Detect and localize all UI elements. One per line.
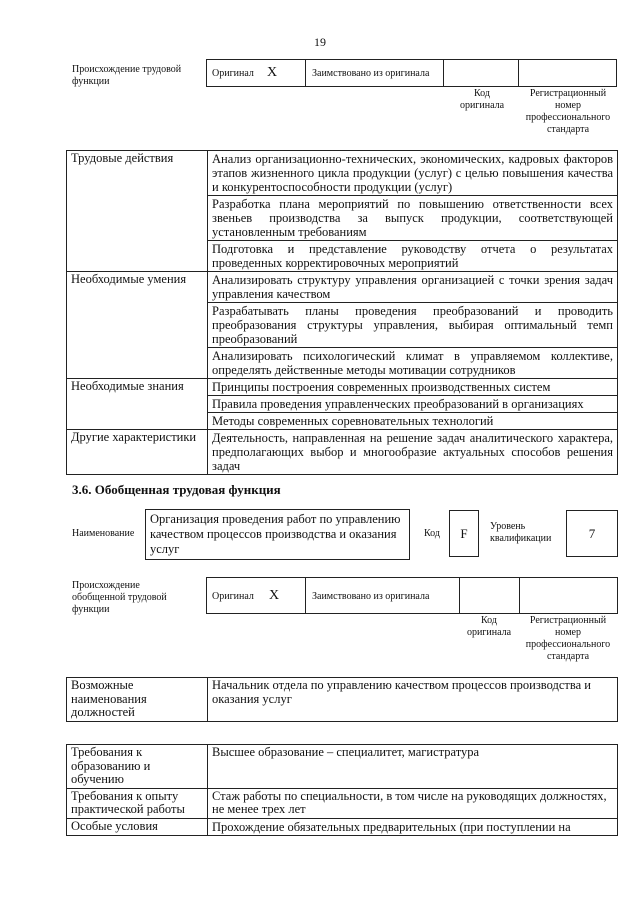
requirement-label: Требования к опыту практической работы [67,788,208,818]
row-category: Другие характеристики [67,430,208,475]
row-item: Деятельность, направленная на решение задач аналитического характера, предполагающих выбор и многообразие актуальных способов решения задач [208,430,618,475]
code-label: Код [424,528,440,539]
name-label: Наименование [72,528,135,539]
borrowed-label: Заимствовано из оригинала [312,68,430,79]
row-item: Анализ организационно-технических, экономических, кадровых факторов этапов жизненного цикла продукции (услуг) с целью повышения качества и конкурентоспособности продукции (услуг) [208,151,618,196]
name-value: Организация проведения работ по управлению качеством процессов производства и оказания услуг [145,509,410,560]
requirement-value: Прохождение обязательных предварительных (при поступлении на [208,818,618,835]
row-category: Трудовые действия [67,151,208,272]
code-original-caption: Код оригинала [459,88,505,111]
row-item: Правила проведения управленческих преобразований в организациях [208,396,618,413]
table-row [67,272,618,303]
positions-value: Начальник отдела по управлению качеством процессов производства и оказания услуг [208,678,618,722]
table-row [67,678,618,722]
original-label: Оригинал [212,591,254,602]
reg-number-cell [518,59,617,87]
row-item: Методы современных соревновательных технологий [208,413,618,430]
row-item: Разработка плана мероприятий по повышению ответственности всех звеньев производства за выпуск продукции, соответствующей установленным требованиям [208,196,618,241]
level-value: 7 [566,510,618,557]
row-category: Необходимые знания [67,379,208,430]
row-item: Подготовка и представление руководству отчета о результатах проведенных корректировочных мероприятий [208,241,618,272]
origin-label: Происхождение обобщенной трудовой функции [72,580,167,615]
positions-label: Возможные наименования должностей [67,678,208,722]
origin-label: Происхождение трудовой функции [72,64,182,87]
table-row [67,745,618,789]
original-cell [206,577,306,614]
row-item: Принципы построения современных производственных систем [208,379,618,396]
table-row [67,818,618,835]
reg-number-caption: Регистрационный номер профессионального стандарта [525,88,611,135]
original-mark: X [267,65,278,80]
row-item: Анализировать структуру управления организацией с точки зрения задач управления качеством [208,272,618,303]
row-item: Разрабатывать планы проведения преобразований и проводить преобразования структуры управления, выбирая оптимальный темп преобразований [208,303,618,348]
code-value: F [449,510,479,557]
borrowed-cell [305,59,444,87]
requirement-value: Высшее образование – специалитет, магистратура [208,745,618,789]
positions-table [66,677,618,722]
code-original-caption: Код оригинала [466,615,512,638]
table-row [67,788,618,818]
requirements-table [66,744,618,836]
reg-number-cell [519,577,618,614]
borrowed-label: Заимствовано из оригинала [312,591,430,602]
code-original-cell [443,59,519,87]
requirement-value: Стаж работы по специальности, в том числе на руководящих должностях, не менее трех лет [208,788,618,818]
original-cell [206,59,306,87]
code-original-cell [459,577,520,614]
section-heading: 3.6. Обобщенная трудовая функция [72,482,281,497]
requirement-label: Требования к образованию и обучению [67,745,208,789]
page-number: 19 [314,35,326,49]
table-row [67,430,618,475]
level-label: Уровень квалификации [490,521,552,544]
reg-number-caption: Регистрационный номер профессионального стандарта [525,615,611,662]
original-label: Оригинал [212,68,254,79]
borrowed-cell [305,577,460,614]
row-category: Необходимые умения [67,272,208,379]
row-item: Анализировать психологический климат в управляемом коллективе, определять действенные методы мотивации сотрудников [208,348,618,379]
original-mark: X [269,588,280,603]
labor-function-table [66,150,618,475]
table-row [67,379,618,396]
table-row [67,151,618,196]
requirement-label: Особые условия [67,818,208,835]
